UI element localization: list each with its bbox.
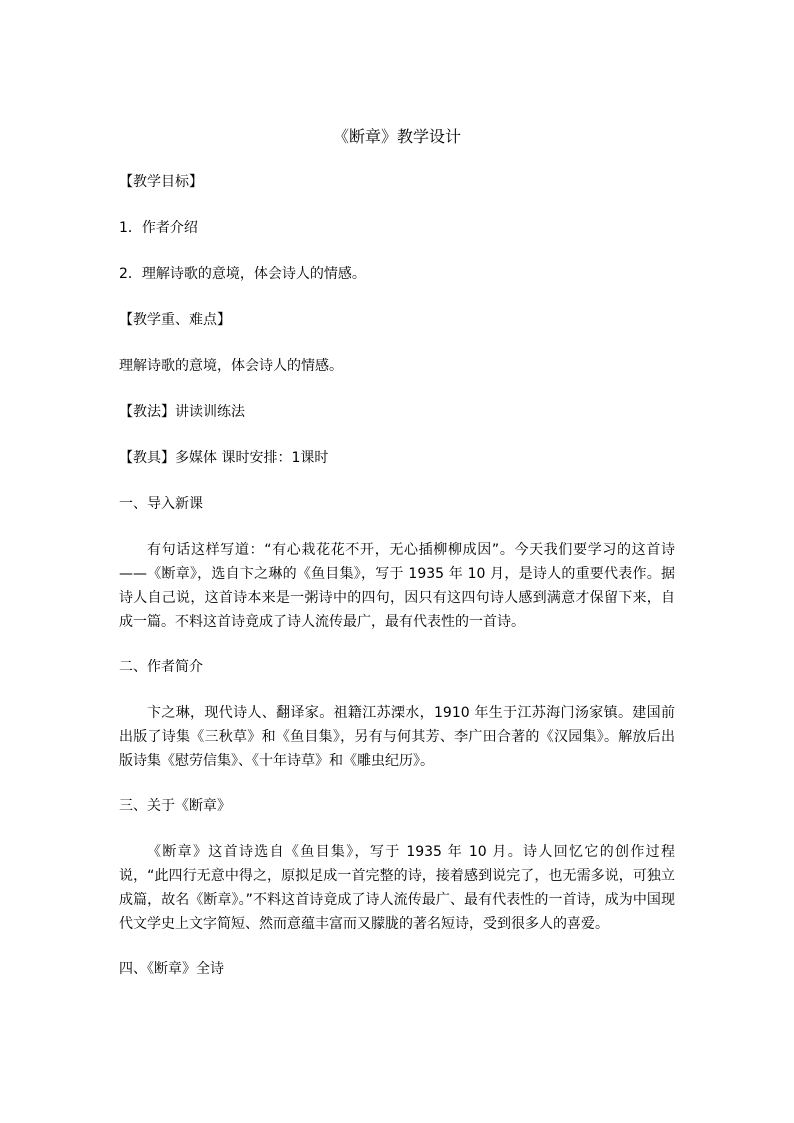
goal-1: 1．作者介绍	[119, 220, 198, 236]
goal-2: 2．理解诗歌的意境，体会诗人的情感。	[119, 266, 366, 282]
section-2-body: 卞之琳，现代诗人、翻译家。祖籍江苏溧水，1910 年生于江苏海门汤家镇。建国前出版了诗集《三秋草》和《鱼目集》，另有与何其芳、李广田合著的《汉园集》。解放后出版诗集《慰劳信集》、《十年诗草》和《雕虫纪历》。	[119, 705, 675, 769]
teaching-method: 【教法】讲读训练法	[119, 404, 245, 420]
section-3-heading: 三、关于《断章》	[119, 798, 231, 814]
heading-key-points: 【教学重、难点】	[119, 312, 231, 328]
teaching-tools: 【教具】多媒体 课时安排：1课时	[119, 450, 329, 466]
key-points-text: 理解诗歌的意境，体会诗人的情感。	[119, 358, 343, 374]
section-3-body: 《断章》这首诗选自《鱼目集》，写于 1935 年 10 月。诗人回忆它的创作过程说，“此四行无意中得之，原拟足成一首完整的诗，接着感到说完了，也无需多说，可独立成篇，故名《断章》。”不料这首诗竟成了诗人流传最广、最有代表性的一首诗，成为中国现代文学史上文字简短、然而意蕴丰富而又朦胧的著名短诗，受到很多人的喜爱。	[119, 844, 675, 932]
section-2-heading: 二、作者简介	[119, 659, 203, 675]
heading-teaching-goals: 【教学目标】	[119, 174, 203, 190]
document-content	[119, 124, 675, 1003]
document-title: 《断章》教学设计	[332, 127, 461, 146]
document-body	[119, 170, 675, 981]
section-1-body: 有句话这样写道：“有心栽花花不开，无心插柳柳成因”。今天我们要学习的这首诗——《断章》，选自卞之琳的《鱼目集》，写于 1935 年 10 月，是诗人的重要代表作。据诗人自己说，这首诗本来是一粥诗中的四句，因只有这四句诗人感到满意才保留下来，自成一篇。不料这首诗竟成了诗人流传最广，最有代表性的一首诗。	[119, 542, 675, 630]
section-1-heading: 一、导入新课	[119, 496, 203, 512]
section-4-heading: 四、《断章》全诗	[119, 961, 224, 977]
